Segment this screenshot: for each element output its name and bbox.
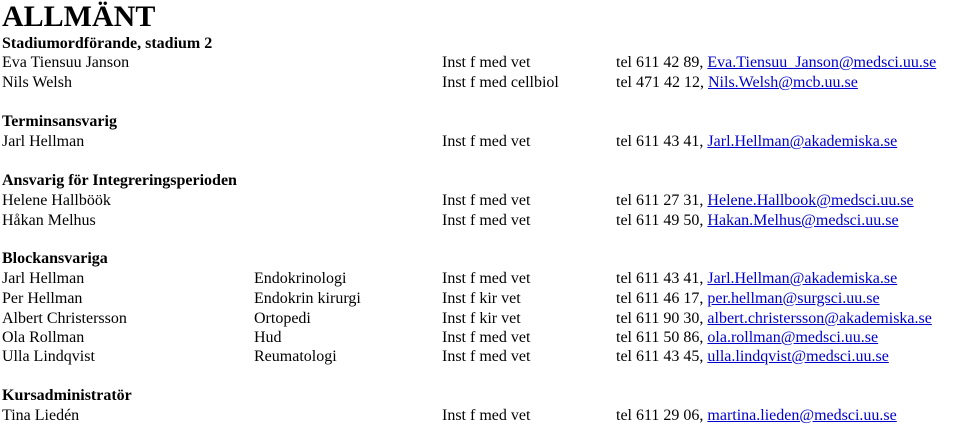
contact-department: Reumatologi bbox=[254, 348, 337, 365]
page-title: ALLMÄNT bbox=[2, 0, 156, 33]
section-heading: Blockansvariga bbox=[2, 250, 108, 267]
contact-department: Hud bbox=[254, 329, 282, 346]
contact-email-link[interactable]: Nils.Welsh@mcb.uu.se bbox=[708, 74, 858, 91]
contact-name: Jarl Hellman bbox=[2, 133, 85, 150]
contact-department: Endokrin kirurgi bbox=[254, 290, 361, 307]
contact-phone: tel 611 43 41, bbox=[616, 270, 704, 287]
contact-department: Ortopedi bbox=[254, 310, 311, 327]
contact-email-link[interactable]: Hakan.Melhus@medsci.uu.se bbox=[707, 212, 899, 229]
contact-institution: Inst f med vet bbox=[442, 270, 531, 287]
contact-phone-email bbox=[616, 328, 878, 348]
contact-name: Albert Christersson bbox=[2, 310, 127, 327]
contact-phone: tel 611 43 41, bbox=[616, 133, 704, 150]
contact-institution: Inst f kir vet bbox=[442, 290, 521, 307]
document-page bbox=[2, 0, 958, 428]
contact-name: Helene Hallböök bbox=[2, 192, 111, 209]
contact-phone-email bbox=[616, 406, 897, 426]
contact-phone: tel 611 49 50, bbox=[616, 212, 704, 229]
contact-phone: tel 611 27 31, bbox=[616, 192, 704, 209]
contact-row bbox=[2, 309, 958, 329]
contact-phone-email bbox=[616, 289, 880, 309]
contact-name: Ulla Lindqvist bbox=[2, 348, 95, 365]
contact-phone-email bbox=[616, 211, 899, 231]
contact-email-link[interactable]: ulla.lindqvist@medsci.uu.se bbox=[707, 348, 889, 365]
contact-row bbox=[2, 406, 958, 426]
contact-name: Håkan Melhus bbox=[2, 212, 96, 229]
contact-email-link[interactable]: Jarl.Hellman@akademiska.se bbox=[707, 270, 898, 287]
contact-institution: Inst f med vet bbox=[442, 192, 531, 209]
contact-row bbox=[2, 73, 958, 93]
contact-row bbox=[2, 191, 958, 211]
contact-institution: Inst f kir vet bbox=[442, 310, 521, 327]
contact-email-link[interactable]: Jarl.Hellman@akademiska.se bbox=[707, 133, 898, 150]
section-heading: Kursadministratör bbox=[2, 387, 132, 404]
contact-phone: tel 611 46 17, bbox=[616, 290, 704, 307]
contact-name: Per Hellman bbox=[2, 290, 83, 307]
contact-phone-email bbox=[616, 347, 889, 367]
contact-row bbox=[2, 269, 958, 289]
contact-email-link[interactable]: Eva.Tiensuu_Janson@medsci.uu.se bbox=[707, 54, 937, 71]
contact-email-link[interactable]: Helene.Hallbook@medsci.uu.se bbox=[707, 192, 914, 209]
contact-institution: Inst f med vet bbox=[442, 212, 531, 229]
contact-email-link[interactable]: ola.rollman@medsci.uu.se bbox=[707, 329, 879, 346]
contact-institution: Inst f med vet bbox=[442, 133, 531, 150]
contact-email-link[interactable]: per.hellman@surgsci.uu.se bbox=[707, 290, 880, 307]
contact-row bbox=[2, 53, 958, 73]
section-heading: Stadiumordförande, stadium 2 bbox=[2, 35, 213, 52]
contact-email-link[interactable]: martina.lieden@medsci.uu.se bbox=[707, 407, 897, 424]
section-heading: Ansvarig för Integreringsperioden bbox=[2, 172, 237, 189]
contact-phone: tel 611 43 45, bbox=[616, 348, 704, 365]
contact-phone-email bbox=[616, 191, 914, 211]
contact-row bbox=[2, 347, 958, 367]
contact-name: Ola Rollman bbox=[2, 329, 85, 346]
contact-institution: Inst f med cellbiol bbox=[442, 74, 559, 91]
contact-phone: tel 611 50 86, bbox=[616, 329, 704, 346]
contact-phone-email bbox=[616, 132, 897, 152]
contact-name: Eva Tiensuu Janson bbox=[2, 54, 130, 71]
contact-phone-email bbox=[616, 53, 936, 73]
contact-phone: tel 471 42 12, bbox=[616, 74, 704, 91]
contact-institution: Inst f med vet bbox=[442, 348, 531, 365]
contact-phone-email bbox=[616, 73, 858, 93]
section-heading: Terminsansvarig bbox=[2, 113, 117, 130]
contact-institution: Inst f med vet bbox=[442, 329, 531, 346]
contact-department: Endokrinologi bbox=[254, 270, 347, 287]
contact-institution: Inst f med vet bbox=[442, 407, 531, 424]
contact-phone: tel 611 90 30, bbox=[616, 310, 704, 327]
contact-row bbox=[2, 289, 958, 309]
contact-name: Nils Welsh bbox=[2, 74, 72, 91]
contact-institution: Inst f med vet bbox=[442, 54, 531, 71]
contact-phone-email bbox=[616, 309, 932, 329]
contact-row bbox=[2, 328, 958, 348]
contact-phone-email bbox=[616, 269, 897, 289]
contact-phone: tel 611 42 89, bbox=[616, 54, 704, 71]
contact-phone: tel 611 29 06, bbox=[616, 407, 704, 424]
contact-name: Tina Liedén bbox=[2, 407, 80, 424]
contact-row bbox=[2, 132, 958, 152]
contact-row bbox=[2, 211, 958, 231]
contact-name: Jarl Hellman bbox=[2, 270, 85, 287]
contact-email-link[interactable]: albert.christersson@akademiska.se bbox=[707, 310, 932, 327]
